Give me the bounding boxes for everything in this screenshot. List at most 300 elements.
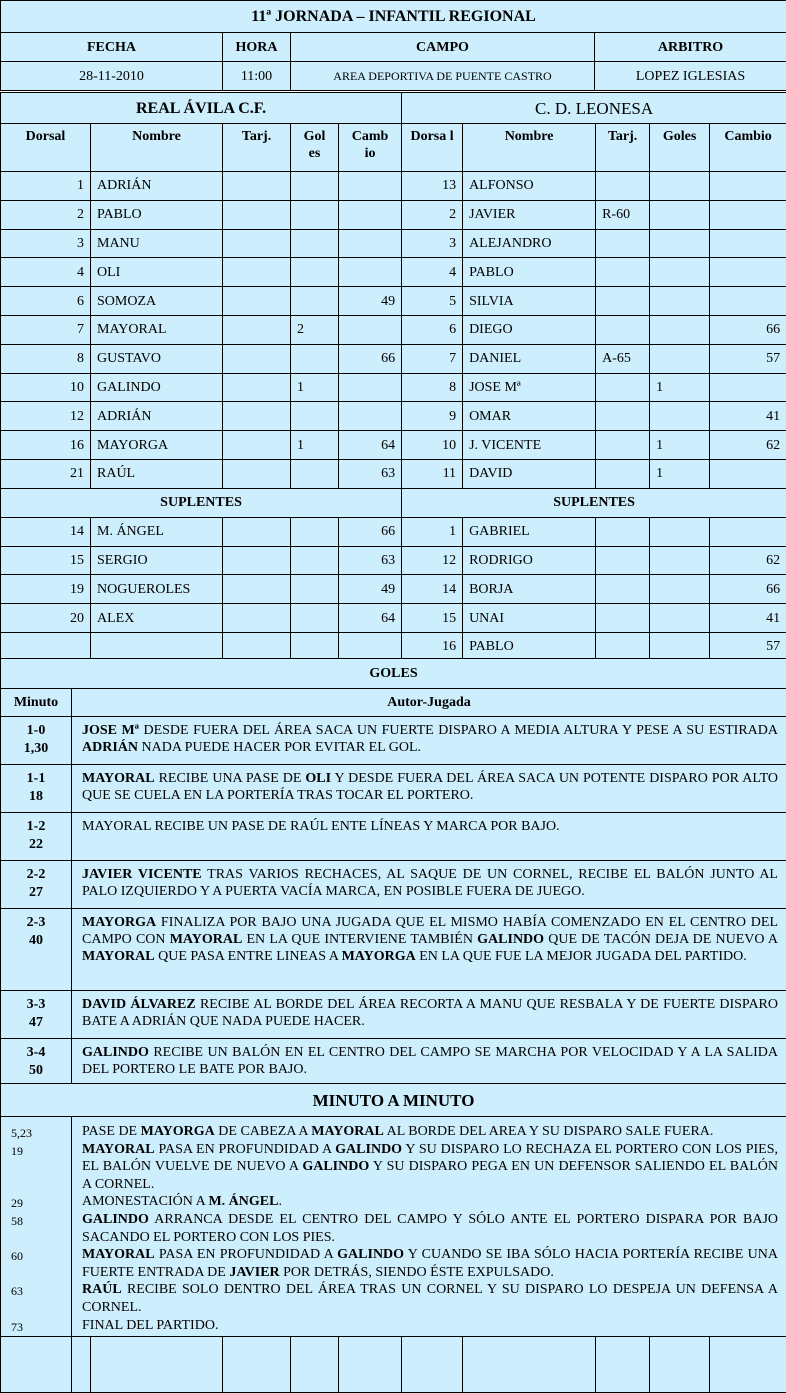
home-player-name: GALINDO [91, 373, 223, 402]
away-dorsal: 10 [402, 431, 463, 460]
home-player-name: MANU [91, 229, 223, 258]
empty-cell [1, 1337, 72, 1393]
highlighted-name: GALINDO [335, 1141, 403, 1157]
home-dorsal: 15 [1, 546, 91, 575]
goals-body [1, 717, 786, 1087]
away-dorsal: 12 [402, 546, 463, 575]
away-cards [596, 373, 650, 402]
home-team-name: REAL ÁVILA C.F. [1, 93, 402, 124]
highlighted-name: MAYORAL [82, 1247, 155, 1263]
goal-score: 1-2 [26, 819, 46, 834]
goal-score-minute [1, 861, 72, 909]
home-cards [223, 344, 291, 373]
away-cards [596, 632, 650, 661]
hora-value: 11:00 [223, 62, 291, 91]
away-goals: 1 [650, 373, 710, 402]
minute-by-minute-table [0, 1083, 786, 1337]
highlighted-name: MAYORGA [82, 915, 157, 930]
event-description [82, 1211, 778, 1246]
home-dorsal: 6 [1, 287, 91, 316]
away-player-name: PABLO [463, 632, 596, 661]
away-substitution [710, 459, 786, 488]
away-player-name: UNAI [463, 604, 596, 633]
goal-score-minute [1, 765, 72, 813]
empty-cell [402, 1337, 463, 1393]
away-col-tarj: Tarj. [596, 124, 650, 172]
goal-description [72, 861, 786, 909]
home-col-nombre: Nombre [91, 124, 223, 172]
empty-cell [91, 1337, 223, 1393]
away-player-name: RODRIGO [463, 546, 596, 575]
home-player-name: OLI [91, 258, 223, 287]
goal-row [1, 1039, 786, 1087]
away-goals: 1 [650, 431, 710, 460]
away-goals [650, 402, 710, 431]
goals-col-minute: Minuto [1, 689, 72, 717]
home-dorsal: 12 [1, 402, 91, 431]
home-col-dorsal: Dorsal [1, 124, 91, 172]
home-cards [223, 604, 291, 633]
player-row [1, 575, 786, 604]
goal-description [72, 1039, 786, 1087]
arbitro-value: LOPEZ IGLESIAS [595, 62, 786, 91]
highlighted-name: JAVIER [229, 1264, 280, 1280]
goal-row [1, 861, 786, 909]
home-goals [291, 402, 339, 431]
goal-description [72, 813, 786, 861]
home-col-cambio: Camb io [339, 124, 402, 172]
empty-cell [339, 1337, 402, 1393]
home-goals: 1 [291, 373, 339, 402]
goal-score-minute [1, 909, 72, 991]
away-substitution [710, 258, 786, 287]
home-goals: 2 [291, 315, 339, 344]
home-player-name: RAÚL [91, 459, 223, 488]
highlighted-name: JAVIER VICENTE [82, 867, 202, 882]
event-time: 19 [11, 1143, 23, 1158]
away-goals [650, 200, 710, 229]
goal-description [72, 909, 786, 991]
away-cards [596, 402, 650, 431]
home-player-name: ALEX [91, 604, 223, 633]
highlighted-name: MAYORGA [140, 1124, 215, 1139]
home-substitution: 63 [339, 459, 402, 488]
away-dorsal: 3 [402, 229, 463, 258]
event-time: 58 [11, 1213, 23, 1228]
text-fragment: POR DETRÁS, SIENDO ÉSTE EXPULSADO. [279, 1264, 554, 1280]
away-player-name: BORJA [463, 575, 596, 604]
highlighted-name: GALINDO [82, 1045, 149, 1060]
text-fragment: QUE DE TACÓN DEJA DE NUEVO A [544, 932, 778, 947]
match-header [0, 0, 786, 91]
away-player-name: JOSE Mª [463, 373, 596, 402]
empty-cell [463, 1337, 596, 1393]
away-cards [596, 546, 650, 575]
home-substitution [339, 632, 402, 661]
player-row [1, 431, 786, 460]
home-player-name: MAYORAL [91, 315, 223, 344]
away-player-name: GABRIEL [463, 517, 596, 546]
away-substitution: 57 [710, 632, 786, 661]
highlighted-name: MAYORAL [82, 1141, 155, 1157]
goal-score: 3-4 [26, 1045, 46, 1060]
player-row [1, 459, 786, 488]
text-fragment: Y SU DISPARO LO RECHAZA EL PORTERO CON LOS PIES, EL BALÓN VUELVE DE NUEVO A [82, 1141, 778, 1175]
away-cards [596, 459, 650, 488]
away-dorsal: 9 [402, 402, 463, 431]
fecha-label: FECHA [1, 33, 223, 62]
highlighted-name: GALINDO [337, 1247, 405, 1263]
goal-minute: 50 [29, 1063, 43, 1078]
highlighted-name: MAYORAL [82, 771, 155, 786]
empty-cell [710, 1337, 786, 1393]
away-col-dorsal: Dorsa l [402, 124, 463, 172]
home-col-tarj: Tarj. [223, 124, 291, 172]
player-row [1, 546, 786, 575]
event-time: 5,23 [11, 1126, 32, 1140]
goal-row [1, 765, 786, 813]
text-fragment: EN LA QUE INTERVIENE TAMBIÉN [242, 932, 478, 947]
away-cards [596, 172, 650, 201]
starters-body [1, 172, 786, 489]
lineups-table [0, 92, 786, 662]
home-dorsal: 21 [1, 459, 91, 488]
text-fragment: PASA EN PROFUNDIDAD A [154, 1141, 336, 1157]
text-fragment: RECIBE AL BORDE DEL ÁREA RECORTA A MANU QUE RESBALA Y DE FUERTE DISPARO BATE A ADRIÁN QUE NADA PUEDE HACER. [82, 997, 778, 1029]
home-player-name: ADRIÁN [91, 172, 223, 201]
home-substitution: 49 [339, 287, 402, 316]
match-title: 11ª JORNADA – INFANTIL REGIONAL [1, 1, 786, 33]
away-goals [650, 546, 710, 575]
home-goals [291, 287, 339, 316]
home-goals [291, 632, 339, 661]
event-description [82, 1317, 778, 1335]
goal-row [1, 813, 786, 861]
away-dorsal: 16 [402, 632, 463, 661]
home-cards [223, 172, 291, 201]
highlighted-name: RAÚL [82, 1282, 122, 1298]
home-cards [223, 632, 291, 661]
away-dorsal: 15 [402, 604, 463, 633]
home-dorsal: 20 [1, 604, 91, 633]
text-fragment: QUE PASA ENTRE LINEAS A [154, 949, 342, 964]
away-substitution [710, 373, 786, 402]
text-fragment: RECIBE UN BALÓN EN EL CENTRO DEL CAMPO SE MARCHA POR VELOCIDAD Y A LA SALIDA DEL PORTERO LE BATE POR BAJO. [82, 1045, 778, 1077]
player-row [1, 373, 786, 402]
home-goals [291, 604, 339, 633]
away-dorsal: 2 [402, 200, 463, 229]
home-goals [291, 546, 339, 575]
player-row [1, 229, 786, 258]
home-goals [291, 258, 339, 287]
goal-row [1, 717, 786, 765]
away-substitution [710, 517, 786, 546]
away-cards [596, 315, 650, 344]
event-time: 63 [11, 1284, 23, 1299]
highlighted-name: OLI [305, 771, 332, 786]
away-player-name: DIEGO [463, 315, 596, 344]
text-fragment: DE CABEZA A [214, 1124, 312, 1139]
goal-minute: 27 [29, 885, 43, 900]
goal-score: 1-0 [26, 723, 46, 738]
goal-description [72, 717, 786, 765]
highlighted-name: MAYORAL [82, 949, 155, 964]
home-goals [291, 344, 339, 373]
home-substitution: 49 [339, 575, 402, 604]
fecha-value: 28-11-2010 [1, 62, 223, 91]
highlighted-name: M. ÁNGEL [208, 1194, 279, 1210]
goal-score-minute [1, 991, 72, 1039]
home-player-name: M. ÁNGEL [91, 517, 223, 546]
goal-score: 1-1 [26, 771, 46, 786]
goal-score-minute [1, 1039, 72, 1087]
away-dorsal: 7 [402, 344, 463, 373]
away-col-goles: Goles [650, 124, 710, 172]
goal-minute: 1,30 [23, 741, 49, 756]
text-fragment: EN LA QUE FUE LA MEJOR JUGADA DEL PARTIDO. [415, 949, 747, 964]
home-dorsal: 1 [1, 172, 91, 201]
text-fragment: PASE DE [82, 1124, 141, 1139]
home-subs-label: SUPLENTES [1, 488, 402, 517]
home-cards [223, 258, 291, 287]
away-goals [650, 517, 710, 546]
home-player-name: ADRIÁN [91, 402, 223, 431]
home-cards [223, 229, 291, 258]
minute-by-minute-title: MINUTO A MINUTO [1, 1084, 786, 1117]
away-substitution: 57 [710, 344, 786, 373]
away-substitution: 66 [710, 575, 786, 604]
goal-score-minute [1, 717, 72, 765]
home-cards [223, 459, 291, 488]
home-goals [291, 172, 339, 201]
highlighted-name: MAYORAL [169, 932, 243, 947]
away-substitution: 41 [710, 604, 786, 633]
player-row [1, 632, 786, 661]
highlighted-name: ADRIÁN [82, 740, 138, 755]
highlighted-name: MAYORAL [311, 1124, 384, 1139]
away-dorsal: 14 [402, 575, 463, 604]
player-row [1, 200, 786, 229]
player-row [1, 172, 786, 201]
event-description [82, 1123, 778, 1141]
text-fragment: AL BORDE DEL AREA Y SU DISPARO SALE FUERA. [383, 1124, 714, 1139]
home-player-name: SERGIO [91, 546, 223, 575]
home-dorsal: 16 [1, 431, 91, 460]
goals-table [0, 658, 786, 1087]
home-col-goles: Gol es [291, 124, 339, 172]
highlighted-name: GALINDO [477, 932, 545, 947]
away-goals [650, 344, 710, 373]
player-row [1, 315, 786, 344]
home-dorsal: 4 [1, 258, 91, 287]
away-player-name: JAVIER [463, 200, 596, 229]
empty-cell [291, 1337, 339, 1393]
highlighted-name: GALINDO [82, 1211, 149, 1227]
home-dorsal: 8 [1, 344, 91, 373]
away-goals [650, 632, 710, 661]
away-substitution [710, 200, 786, 229]
goal-row [1, 909, 786, 991]
away-dorsal: 11 [402, 459, 463, 488]
away-cards [596, 604, 650, 633]
event-description [82, 1281, 778, 1316]
event-description [82, 1193, 778, 1211]
away-substitution [710, 287, 786, 316]
subs-body [1, 517, 786, 661]
home-substitution [339, 373, 402, 402]
home-dorsal: 14 [1, 517, 91, 546]
player-row [1, 258, 786, 287]
home-player-name: MAYORGA [91, 431, 223, 460]
away-cards [596, 229, 650, 258]
home-dorsal: 10 [1, 373, 91, 402]
away-substitution: 62 [710, 546, 786, 575]
away-goals [650, 258, 710, 287]
player-row [1, 344, 786, 373]
highlighted-name: DAVID ÁLVAREZ [82, 997, 196, 1012]
home-cards [223, 517, 291, 546]
away-goals [650, 575, 710, 604]
empty-cell [72, 1337, 91, 1393]
home-substitution: 64 [339, 604, 402, 633]
away-player-name: SILVIA [463, 287, 596, 316]
away-goals [650, 172, 710, 201]
home-goals [291, 517, 339, 546]
goal-score: 3-3 [26, 997, 46, 1012]
away-col-cambio: Cambio [710, 124, 786, 172]
text-fragment: . [278, 1194, 282, 1210]
goal-description [72, 991, 786, 1039]
player-row [1, 604, 786, 633]
campo-label: CAMPO [291, 33, 595, 62]
away-substitution [710, 229, 786, 258]
away-cards: R-60 [596, 200, 650, 229]
home-cards [223, 546, 291, 575]
away-player-name: ALFONSO [463, 172, 596, 201]
text-fragment: FINALIZA POR BAJO UNA JUGADA QUE EL MISMO HABÍA COMENZADO EN EL CENTRO DEL CAMPO CON [82, 915, 778, 947]
away-player-name: PABLO [463, 258, 596, 287]
away-player-name: OMAR [463, 402, 596, 431]
away-goals [650, 604, 710, 633]
highlighted-name: GALINDO [302, 1159, 370, 1175]
away-cards: A-65 [596, 344, 650, 373]
home-cards [223, 287, 291, 316]
home-cards [223, 431, 291, 460]
home-cards [223, 200, 291, 229]
away-player-name: DANIEL [463, 344, 596, 373]
event-time: 73 [11, 1319, 23, 1334]
goals-title: GOLES [1, 659, 786, 689]
player-row [1, 402, 786, 431]
home-player-name: GUSTAVO [91, 344, 223, 373]
home-substitution [339, 229, 402, 258]
goal-description [72, 765, 786, 813]
event-time: 60 [11, 1249, 23, 1264]
away-substitution: 41 [710, 402, 786, 431]
away-player-name: ALEJANDRO [463, 229, 596, 258]
event-description [82, 1141, 778, 1194]
highlighted-name: MAYORGA [341, 949, 416, 964]
text-fragment: ARRANCA DESDE EL CENTRO DEL CAMPO Y SÓLO ANTE EL PORTERO DISPARA POR BAJO SACANDO EL PORTERO CON LOS PIES. [82, 1211, 778, 1245]
text-fragment: MAYORAL RECIBE UN PASE DE RAÚL ENTE LÍNEAS Y MARCA POR BAJO. [82, 819, 560, 834]
home-substitution: 66 [339, 517, 402, 546]
empty-cell [650, 1337, 710, 1393]
text-fragment: Y SU DISPARO PEGA EN UN DEFENSOR SALIENDO EL BALÓN A CORNEL. [82, 1159, 778, 1192]
arbitro-label: ARBITRO [595, 33, 786, 62]
goal-score: 2-3 [26, 915, 46, 930]
away-cards [596, 575, 650, 604]
away-dorsal: 5 [402, 287, 463, 316]
away-goals [650, 315, 710, 344]
event-descriptions [72, 1117, 786, 1337]
away-col-nombre: Nombre [463, 124, 596, 172]
home-substitution: 66 [339, 344, 402, 373]
text-fragment: AMONESTACIÓN A [82, 1194, 209, 1210]
text-fragment: TRAS VARIOS RECHACES, AL SAQUE DE UN CORNEL, RECIBE EL BALÓN JUNTO AL PALO IZQUIERDO Y A PUERTA VACÍA MARCA, EN POSIBLE FUERA DE JUEGO. [82, 867, 778, 899]
away-player-name: DAVID [463, 459, 596, 488]
home-substitution [339, 315, 402, 344]
home-substitution [339, 258, 402, 287]
event-time: 29 [11, 1196, 23, 1211]
away-dorsal: 1 [402, 517, 463, 546]
home-cards [223, 315, 291, 344]
home-substitution [339, 200, 402, 229]
event-description [82, 1246, 778, 1281]
goal-minute: 22 [29, 837, 43, 852]
home-dorsal: 7 [1, 315, 91, 344]
away-cards [596, 258, 650, 287]
home-goals [291, 229, 339, 258]
away-subs-label: SUPLENTES [402, 488, 786, 517]
campo-value: AREA DEPORTIVA DE PUENTE CASTRO [291, 62, 595, 91]
goal-minute: 47 [29, 1015, 43, 1030]
home-dorsal: 2 [1, 200, 91, 229]
home-player-name [91, 632, 223, 661]
player-row [1, 287, 786, 316]
event-times [1, 1117, 72, 1337]
away-dorsal: 8 [402, 373, 463, 402]
away-goals [650, 229, 710, 258]
away-cards [596, 287, 650, 316]
text-fragment: Y DESDE FUERA DEL ÁREA SACA UN POTENTE DISPARO POR ALTO QUE SE CUELA EN LA PORTERÍA TRAS TOCAR EL PORTERO. [82, 771, 778, 803]
text-fragment: DESDE FUERA DEL ÁREA SACA UN FUERTE DISPARO A MEDIA ALTURA Y PESE A SU ESTIRADA [138, 723, 778, 738]
player-row [1, 517, 786, 546]
home-goals [291, 459, 339, 488]
away-substitution: 62 [710, 431, 786, 460]
away-substitution [710, 172, 786, 201]
home-cards [223, 373, 291, 402]
away-substitution: 66 [710, 315, 786, 344]
home-goals [291, 200, 339, 229]
text-fragment: FINAL DEL PARTIDO. [82, 1317, 219, 1333]
goal-score: 2-2 [26, 867, 46, 882]
empty-footer-row [0, 1336, 786, 1393]
empty-cell [223, 1337, 291, 1393]
away-player-name: J. VICENTE [463, 431, 596, 460]
home-goals: 1 [291, 431, 339, 460]
away-cards [596, 517, 650, 546]
home-player-name: PABLO [91, 200, 223, 229]
away-goals [650, 287, 710, 316]
text-fragment: PASA EN PROFUNDIDAD A [154, 1247, 338, 1263]
goal-row [1, 991, 786, 1039]
home-player-name: SOMOZA [91, 287, 223, 316]
home-cards [223, 575, 291, 604]
goal-minute: 40 [29, 933, 43, 948]
away-dorsal: 13 [402, 172, 463, 201]
highlighted-name: JOSE Mª [82, 723, 139, 738]
home-substitution: 64 [339, 431, 402, 460]
